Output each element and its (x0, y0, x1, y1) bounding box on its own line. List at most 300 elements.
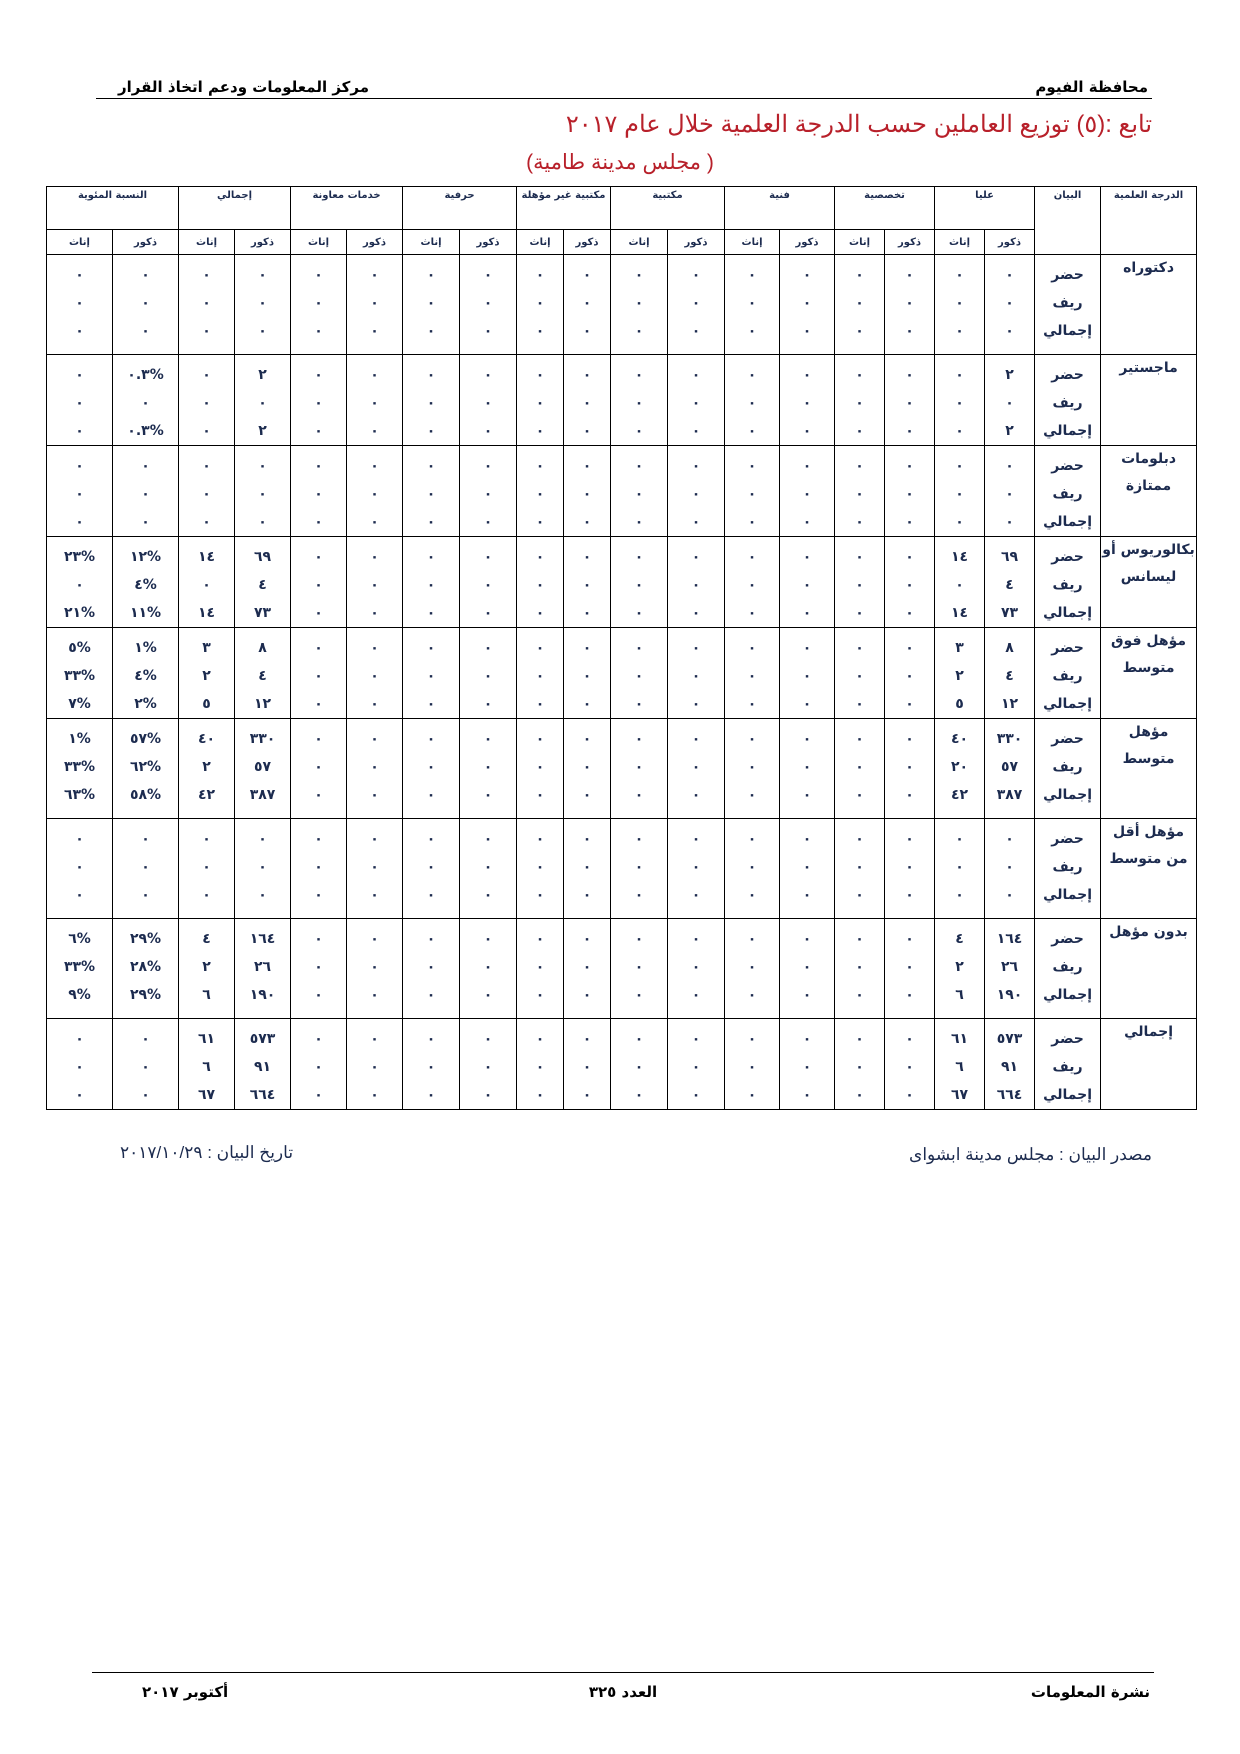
male-header: ذكور (113, 230, 179, 255)
cell-value: ٥٧٣ (996, 1031, 1023, 1047)
cell-value: ٠ (747, 1087, 757, 1103)
value-cell (725, 819, 780, 919)
cell-value: ٦ (202, 987, 211, 1003)
value-cell (291, 255, 347, 355)
value-cell (517, 719, 564, 819)
table-row (47, 355, 1197, 446)
cell-value: ٠ (426, 295, 436, 311)
cell-value: ٠ (202, 395, 211, 411)
cell-value: ٠ (955, 577, 964, 593)
cell-value: ٠ (905, 423, 914, 439)
cell-value: ١٤ (951, 605, 969, 621)
cell-value: ٠ (141, 831, 150, 847)
cell-value: ٠ (747, 859, 757, 875)
value-cell (179, 628, 235, 719)
cell-value: ٠ (634, 831, 644, 847)
cell-value: ٠ (483, 323, 493, 339)
value-cell (725, 628, 780, 719)
group-header-row (47, 187, 1197, 230)
value-cell (725, 537, 780, 628)
cell-value: ٢ (202, 759, 211, 775)
value-cell (517, 628, 564, 719)
cell-value: ٠ (905, 577, 914, 593)
cell-value: ٤ (258, 668, 267, 684)
cell-value: ٠ (483, 367, 493, 383)
cell-value: ٠ (370, 395, 379, 411)
value-cell (235, 537, 291, 628)
cell-value: ٠ (855, 831, 864, 847)
cell-value: ٠ (75, 859, 84, 875)
cell-value: ٠ (483, 267, 493, 283)
cell-value: ٠ (483, 577, 493, 593)
data-date: تاريخ البيان : ٢٠١٧/١٠/٢٩ (120, 1143, 294, 1162)
cell-value: ٠ (483, 668, 493, 684)
cell-value: ٠ (258, 887, 267, 903)
cell-value: ٠ (634, 486, 644, 502)
cell-value: ٠ (634, 514, 644, 530)
value-cell (611, 819, 668, 919)
value-cell (291, 446, 347, 537)
cell-value: ٠ (535, 787, 545, 803)
value-cell (347, 819, 403, 919)
value-cell (47, 719, 113, 819)
cell-value: %٦ (68, 931, 91, 947)
cell-value: ٠ (314, 605, 323, 621)
cell-value: ٠ (202, 514, 211, 530)
area-label: حضر (1051, 831, 1084, 847)
cell-value: ٠ (955, 831, 964, 847)
cell-value: ٠ (141, 323, 150, 339)
female-header: إناث (47, 230, 113, 255)
value-cell (611, 1019, 668, 1110)
value-cell (235, 446, 291, 537)
cell-value: ٠ (634, 295, 644, 311)
female-header: إناث (725, 230, 780, 255)
value-cell (780, 628, 835, 719)
cell-value: ٠ (691, 295, 701, 311)
cell-value: ٠ (802, 395, 812, 411)
cell-value: ٠ (582, 367, 592, 383)
cell-value: %٠.٣ (127, 423, 164, 439)
cell-value: ٠ (802, 577, 812, 593)
cell-value: ٠ (582, 987, 592, 1003)
value-cell (611, 255, 668, 355)
cell-value: ٠ (426, 887, 436, 903)
cell-value: ٠ (855, 959, 864, 975)
cell-value: ٠ (634, 931, 644, 947)
male-header: ذكور (780, 230, 835, 255)
cell-value: ٦٦٤ (996, 1087, 1023, 1103)
group-header: حرفية (403, 187, 517, 230)
value-cell (935, 628, 985, 719)
value-cell (985, 355, 1035, 446)
value-cell (179, 355, 235, 446)
cell-value: ٠ (905, 696, 914, 712)
cell-value: ٠ (855, 549, 864, 565)
page-header (96, 78, 1152, 99)
cell-value: ٠ (314, 696, 323, 712)
cell-value: ٠ (955, 367, 964, 383)
value-cell (235, 819, 291, 919)
cell-value: ٠ (582, 605, 592, 621)
value-cell (611, 355, 668, 446)
degree-label: مؤهل أقل من متوسط (1101, 819, 1197, 919)
value-cell (780, 1019, 835, 1110)
cell-value: ٠ (747, 931, 757, 947)
cell-value: ٠ (855, 367, 864, 383)
degree-label: إجمالي (1101, 1019, 1197, 1110)
footer-issue: العدد ٣٢٥ (588, 1683, 658, 1701)
cell-value: ٦١ (951, 1031, 969, 1047)
cell-value: %٥٧ (129, 731, 162, 747)
cell-value: ٠ (141, 514, 150, 530)
male-header: ذكور (235, 230, 291, 255)
cell-value: ٠ (75, 1031, 84, 1047)
cell-value: ٠ (483, 295, 493, 311)
footer-month: أكتوبر ٢٠١٧ (142, 1683, 229, 1701)
area-label: حضر (1051, 367, 1084, 383)
cell-value: ١٢ (253, 696, 272, 712)
area-label: إجمالي (1043, 514, 1093, 530)
cell-value: ٠ (905, 831, 914, 847)
cell-value: ٦٧ (197, 1087, 216, 1103)
cell-value: ٠ (905, 959, 914, 975)
cell-value: ٠ (582, 759, 592, 775)
cell-value: ٠ (370, 458, 379, 474)
cell-value: ٠ (535, 887, 545, 903)
cell-value: ٠ (855, 514, 864, 530)
value-cell (347, 446, 403, 537)
value-cell (460, 628, 517, 719)
cell-value: ٠ (905, 549, 914, 565)
cell-value: ٠ (75, 486, 84, 502)
value-cell (460, 355, 517, 446)
cell-value: ٤ (258, 577, 267, 593)
cell-value: ٠ (747, 395, 757, 411)
area-label: إجمالي (1043, 696, 1093, 712)
cell-value: ٠ (747, 959, 757, 975)
cell-value: ٠ (634, 423, 644, 439)
cell-value: ٠ (855, 605, 864, 621)
cell-value: ٠ (314, 577, 323, 593)
cell-value: ٠ (747, 1031, 757, 1047)
cell-value: ٠ (426, 549, 436, 565)
area-label: حضر (1051, 458, 1084, 474)
cell-value: ٠ (747, 1059, 757, 1075)
cell-value: ٠ (535, 605, 545, 621)
cell-value: %٢٣ (63, 549, 96, 565)
value-cell (291, 819, 347, 919)
value-cell (291, 355, 347, 446)
value-cell (517, 446, 564, 537)
cell-value: ٠ (634, 887, 644, 903)
cell-value: ٢ (202, 959, 211, 975)
cell-value: ٠ (634, 759, 644, 775)
cell-value: ٠ (634, 458, 644, 474)
cell-value: ٠ (691, 931, 701, 947)
cell-value: ٠ (370, 959, 379, 975)
value-cell (780, 537, 835, 628)
cell-value: ٠ (426, 959, 436, 975)
cell-value: ٠ (905, 731, 914, 747)
cell-value: ٠ (314, 486, 323, 502)
value-cell (47, 255, 113, 355)
value-cell (517, 919, 564, 1019)
cell-value: ٠ (483, 959, 493, 975)
cell-value: ٠ (634, 668, 644, 684)
value-cell (885, 628, 935, 719)
value-cell (668, 719, 725, 819)
cell-value: ٠ (426, 486, 436, 502)
cell-value: ٠ (370, 887, 379, 903)
value-cell (985, 919, 1035, 1019)
cell-value: ٠ (535, 1059, 545, 1075)
value-cell (517, 355, 564, 446)
value-cell (517, 1019, 564, 1110)
cell-value: ٠ (691, 577, 701, 593)
cell-value: ٣ (202, 640, 211, 656)
value-cell (347, 537, 403, 628)
col-statement-header: البيان (1035, 187, 1101, 255)
value-cell (47, 919, 113, 1019)
cell-value: ٠ (802, 640, 812, 656)
cell-value: ٠ (202, 887, 211, 903)
cell-value: ٠ (955, 486, 964, 502)
cell-value: ٠ (802, 423, 812, 439)
cell-value: ٢ (258, 423, 267, 439)
cell-value: ٠ (75, 514, 84, 530)
cell-value: ٠ (955, 423, 964, 439)
cell-value: ٠ (691, 668, 701, 684)
cell-value: %٢٨ (129, 959, 162, 975)
cell-value: ٠ (483, 1059, 493, 1075)
cell-value: ٠ (855, 759, 864, 775)
cell-value: ٠ (691, 759, 701, 775)
cell-value: ٠ (634, 787, 644, 803)
area-label: حضر (1051, 1031, 1084, 1047)
cell-value: %٢١ (63, 605, 96, 621)
cell-value: ٠ (747, 323, 757, 339)
cell-value: %٣٣ (63, 759, 96, 775)
value-cell (885, 446, 935, 537)
group-header: تخصصية (835, 187, 935, 230)
female-header: إناث (403, 230, 460, 255)
cell-value: ٠ (535, 395, 545, 411)
table-row (47, 255, 1197, 355)
cell-value: ٠ (855, 668, 864, 684)
group-header: عليا (935, 187, 1035, 230)
table-row (47, 628, 1197, 719)
cell-value: ٠ (258, 458, 267, 474)
cell-value: ٠ (582, 549, 592, 565)
cell-value: ٠ (747, 787, 757, 803)
cell-value: ٠ (314, 931, 323, 947)
cell-value: ٠ (582, 423, 592, 439)
value-cell (835, 819, 885, 919)
value-cell (725, 355, 780, 446)
cell-value: ٠ (202, 577, 211, 593)
value-cell (611, 628, 668, 719)
cell-value: ٠ (802, 696, 812, 712)
cell-value: ٠ (483, 549, 493, 565)
cell-value: ٠ (905, 486, 914, 502)
group-header: مكتبية (611, 187, 725, 230)
cell-value: ٠ (747, 605, 757, 621)
cell-value: ٠ (855, 577, 864, 593)
value-cell (460, 1019, 517, 1110)
cell-value: ٦ (955, 987, 964, 1003)
cell-value: %٤ (134, 668, 157, 684)
value-cell (47, 1019, 113, 1110)
cell-value: ٠ (855, 731, 864, 747)
cell-value: ٠ (483, 458, 493, 474)
cell-value: ٠ (370, 731, 379, 747)
cell-value: %٦٢ (129, 759, 162, 775)
cell-value: ٠ (905, 931, 914, 947)
cell-value: ٠ (202, 423, 211, 439)
cell-value: ٠ (691, 731, 701, 747)
cell-value: ١٤ (197, 549, 216, 565)
value-cell (668, 819, 725, 919)
value-cell (835, 255, 885, 355)
cell-value: %٧ (68, 696, 91, 712)
value-cell (780, 446, 835, 537)
cell-value: ٠ (747, 696, 757, 712)
value-cell (935, 446, 985, 537)
cell-value: ٠ (691, 486, 701, 502)
cell-value: ٠ (426, 267, 436, 283)
cell-value: ٠ (634, 605, 644, 621)
cell-value: ٠ (691, 423, 701, 439)
cell-value: ٠ (802, 787, 812, 803)
value-cell (460, 537, 517, 628)
cell-value: ١٩٠ (996, 987, 1023, 1003)
cell-value: ٠ (1005, 831, 1014, 847)
value-cell (835, 719, 885, 819)
cell-value: ٠ (691, 395, 701, 411)
cell-value: ٠ (802, 859, 812, 875)
cell-value: ٠ (141, 887, 150, 903)
cell-value: ٠ (582, 577, 592, 593)
cell-value: ٠ (483, 640, 493, 656)
cell-value: ٠ (747, 731, 757, 747)
cell-value: ٠ (535, 959, 545, 975)
cell-value: ٠ (426, 696, 436, 712)
cell-value: ٦٩ (1001, 549, 1019, 565)
cell-value: ٢ (1005, 367, 1014, 383)
cell-value: ٠ (535, 323, 545, 339)
value-cell (835, 446, 885, 537)
cell-value: ٠ (747, 668, 757, 684)
cell-value: ٠ (582, 514, 592, 530)
value-cell (885, 719, 935, 819)
value-cell (564, 537, 611, 628)
group-header: إجمالي (179, 187, 291, 230)
cell-value: ٠ (905, 323, 914, 339)
cell-value: ٠ (691, 458, 701, 474)
cell-value: ٠ (634, 1031, 644, 1047)
cell-value: ٠ (483, 931, 493, 947)
cell-value: ٠ (955, 323, 964, 339)
group-header: النسبة المئوية (47, 187, 179, 230)
cell-value: ٠ (905, 1087, 914, 1103)
value-cell (179, 255, 235, 355)
area-label: إجمالي (1043, 605, 1093, 621)
cell-value: ٠ (802, 295, 812, 311)
cell-value: ٠ (905, 887, 914, 903)
cell-value: ٠ (202, 323, 211, 339)
value-cell (47, 355, 113, 446)
cell-value: ٠ (802, 887, 812, 903)
cell-value: ٠ (202, 367, 211, 383)
cell-value: ٠ (370, 423, 379, 439)
cell-value: ٠ (582, 395, 592, 411)
cell-value: ٠ (691, 640, 701, 656)
cell-value: ٠ (634, 367, 644, 383)
value-cell (347, 355, 403, 446)
group-header: مكتبية غير مؤهلة (517, 187, 611, 230)
value-cell (235, 355, 291, 446)
cell-value: ٠ (314, 959, 323, 975)
male-header: ذكور (668, 230, 725, 255)
cell-value: ١٦٤ (249, 931, 276, 947)
cell-value: ٦٩ (253, 549, 272, 565)
cell-value: ٠ (370, 367, 379, 383)
cell-value: ٠ (747, 759, 757, 775)
value-cell (725, 446, 780, 537)
value-cell (564, 719, 611, 819)
value-cell (935, 719, 985, 819)
cell-value: ٤ (202, 931, 211, 947)
male-header: ذكور (564, 230, 611, 255)
cell-value: ٠ (483, 987, 493, 1003)
cell-value: %٥٨ (129, 787, 162, 803)
value-cell (985, 537, 1035, 628)
cell-value: ٠ (855, 295, 864, 311)
value-cell (291, 1019, 347, 1110)
degree-label: بدون مؤهل (1101, 919, 1197, 1019)
cell-value: ٠ (634, 549, 644, 565)
cell-value: ٠ (258, 831, 267, 847)
area-label: ريف (1052, 577, 1083, 593)
cell-value: ٠ (905, 1059, 914, 1075)
value-cell (780, 819, 835, 919)
cell-value: ٠ (802, 367, 812, 383)
cell-value: ٠ (905, 787, 914, 803)
cell-value: ٠ (314, 887, 323, 903)
cell-value: ٠ (370, 859, 379, 875)
cell-value: ٠ (691, 987, 701, 1003)
value-cell (460, 255, 517, 355)
cell-value: ٠ (535, 696, 545, 712)
cell-value: ٢ (1005, 423, 1014, 439)
degree-label: مؤهل متوسط (1101, 719, 1197, 819)
cell-value: ٠ (370, 549, 379, 565)
cell-value: ٠ (483, 731, 493, 747)
cell-value: ٠ (802, 486, 812, 502)
cell-value: ٠ (141, 1087, 150, 1103)
cell-value: ٠ (370, 640, 379, 656)
value-cell (780, 719, 835, 819)
cell-value: ٠ (370, 1031, 379, 1047)
cell-value: ٠ (75, 395, 84, 411)
value-cell (668, 255, 725, 355)
cell-value: ٠ (582, 1087, 592, 1103)
value-cell (113, 355, 179, 446)
cell-value: ١٢ (1001, 696, 1019, 712)
cell-value: ٥ (955, 696, 964, 712)
cell-value: ٠ (747, 577, 757, 593)
